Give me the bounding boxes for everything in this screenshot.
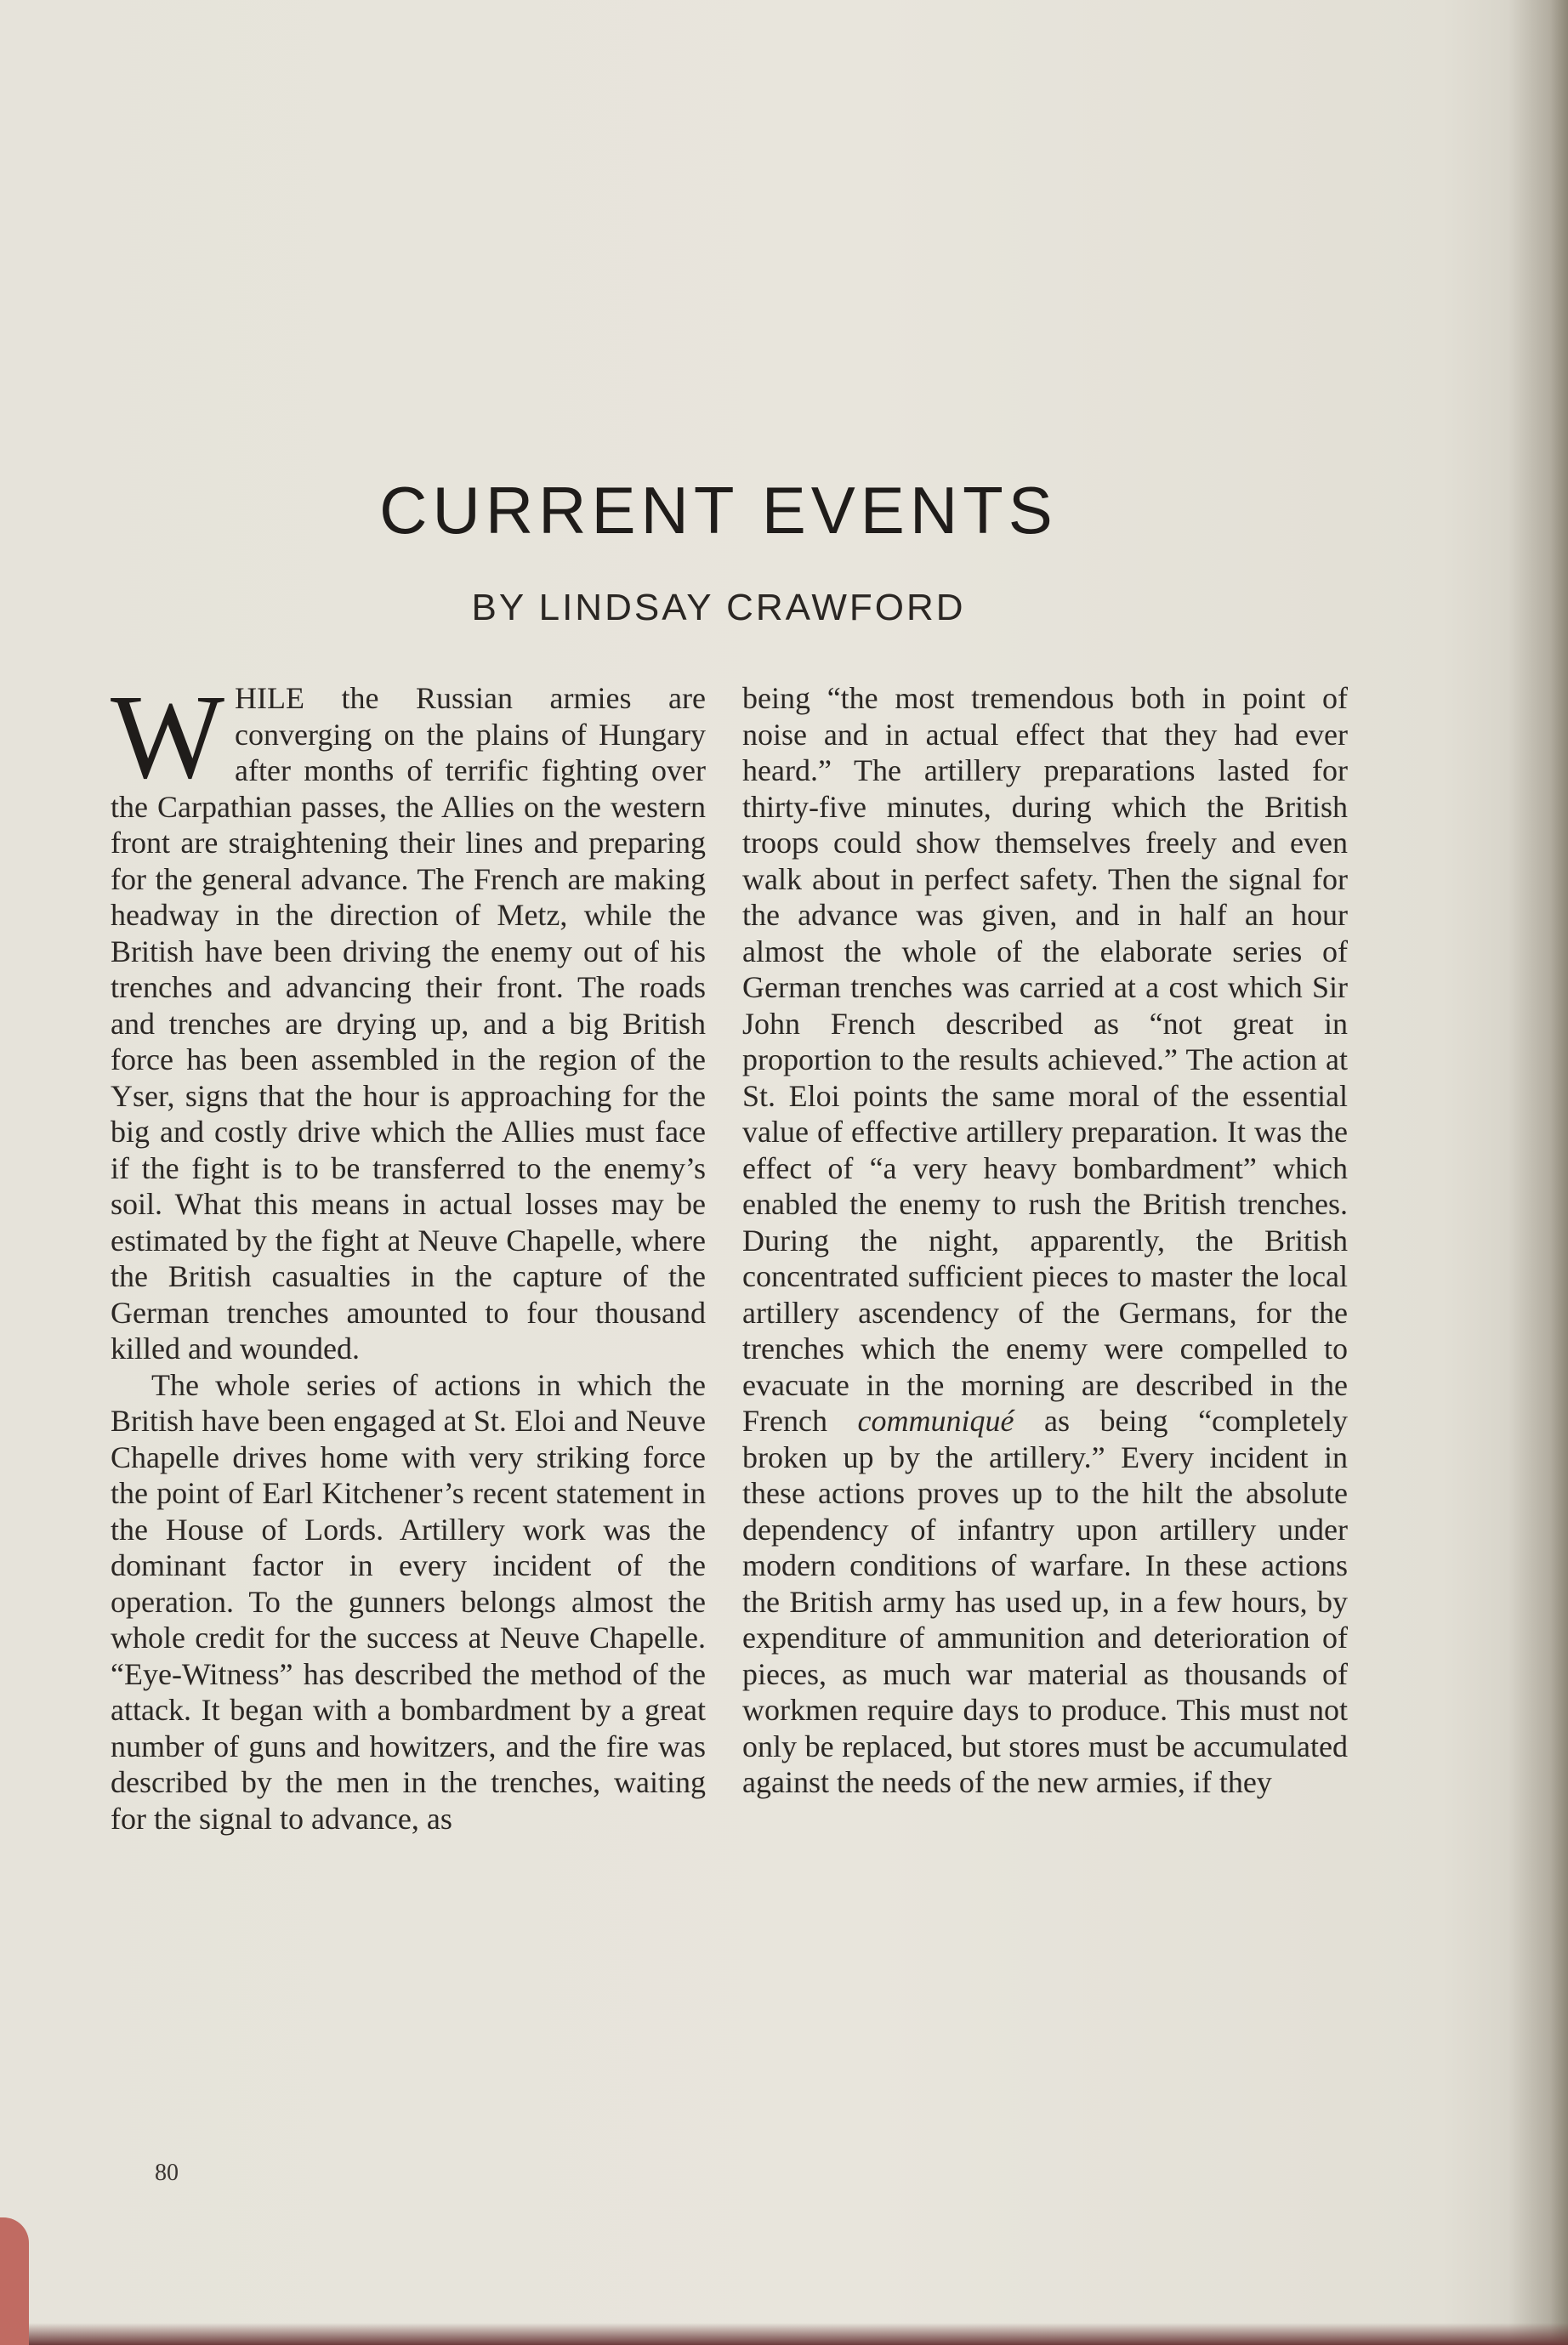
paragraph-3 xyxy=(742,680,1348,1801)
paragraph-1 xyxy=(111,669,706,1367)
italic-term: communiqué xyxy=(857,1404,1014,1438)
left-column xyxy=(111,669,706,1837)
paragraph-3-text-b: as being “completely broken up by the artillery.” Every incident in these actions proves up to the hilt the absolute dependency of infantry upon artillery under modern conditions of warfare. In these actions the British army has used up, in a few hours, by expenditure of ammunition and deterioration of pieces, as much war material as thousands of workmen require days to produce. This must not only be replaced, but stores must be accumulated against the needs of the new armies, if they xyxy=(742,1404,1349,1799)
thumb-corner xyxy=(0,2217,29,2345)
paragraph-1-text: HILE the Russian armies are converging on the plains of Hungary after months of terrific fighting over the Carpathian passes, the Allies on the western front are straightening their lines and preparing for the general advance. The French are making headway in the direction of Metz, while the British have been driving the enemy out of his trenches and advancing their front. The roads and trenches are drying up, and a big British force has been assembled in the region of the Yser, signs that the hour is approaching for the big and costly drive which the Allies must face if the fight is to be transferred to the enemy’s soil. What this means in actual losses may be estimated by the fight at Neuve Chapelle, where the British casualties in the capture of the German trenches amounted to four thousand killed and wounded. xyxy=(111,681,706,1366)
article-title: CURRENT EVENTS xyxy=(379,473,1058,548)
article-byline: BY LINDSAY CRAWFORD xyxy=(471,587,966,628)
page-bottom-edge xyxy=(0,2323,1568,2345)
paragraph-2: The whole series of actions in which the British have been engaged at St. Eloi and Neuve Chapelle drives home with very striking force the point of Earl Kitchener’s recent statement in the House of Lords. Artillery work was the dominant factor in every incident of the operation. To the gunners belongs almost the whole credit for the success at Neuve Chapelle. “Eye-Witness” has described the method of the attack. It began with a bombardment by a great number of guns and howitzers, and the fire was described by the men in the trenches, waiting for the signal to advance, as xyxy=(111,1367,706,1836)
page-edge-shadow xyxy=(1508,0,1568,2345)
right-column xyxy=(742,680,1348,1801)
drop-cap: W xyxy=(111,669,225,803)
page-number: 80 xyxy=(155,2160,179,2186)
paragraph-3-text-a: being “the most tremendous both in point of noise and in actual effect that they had ever heard.” The artillery preparations lasted for thirty-five minutes, during which the British troops could show themselves freely and even walk about in perfect safety. Then the signal for the advance was given, and in half an hour almost the whole of the elaborate series of German trenches was carried at a cost which Sir John French described as “not great in proportion to the results achieved.” The action at St. Eloi points the same moral of the essential value of effective artillery preparation. It was the effect of “a very heavy bombardment” which enabled the enemy to rush the British trenches. During the night, apparently, the British concentrated sufficient pieces to master the local artillery ascendency of the Germans, for the trenches which the enemy were compelled to evacuate in the morning are described in the French xyxy=(742,681,1348,1438)
